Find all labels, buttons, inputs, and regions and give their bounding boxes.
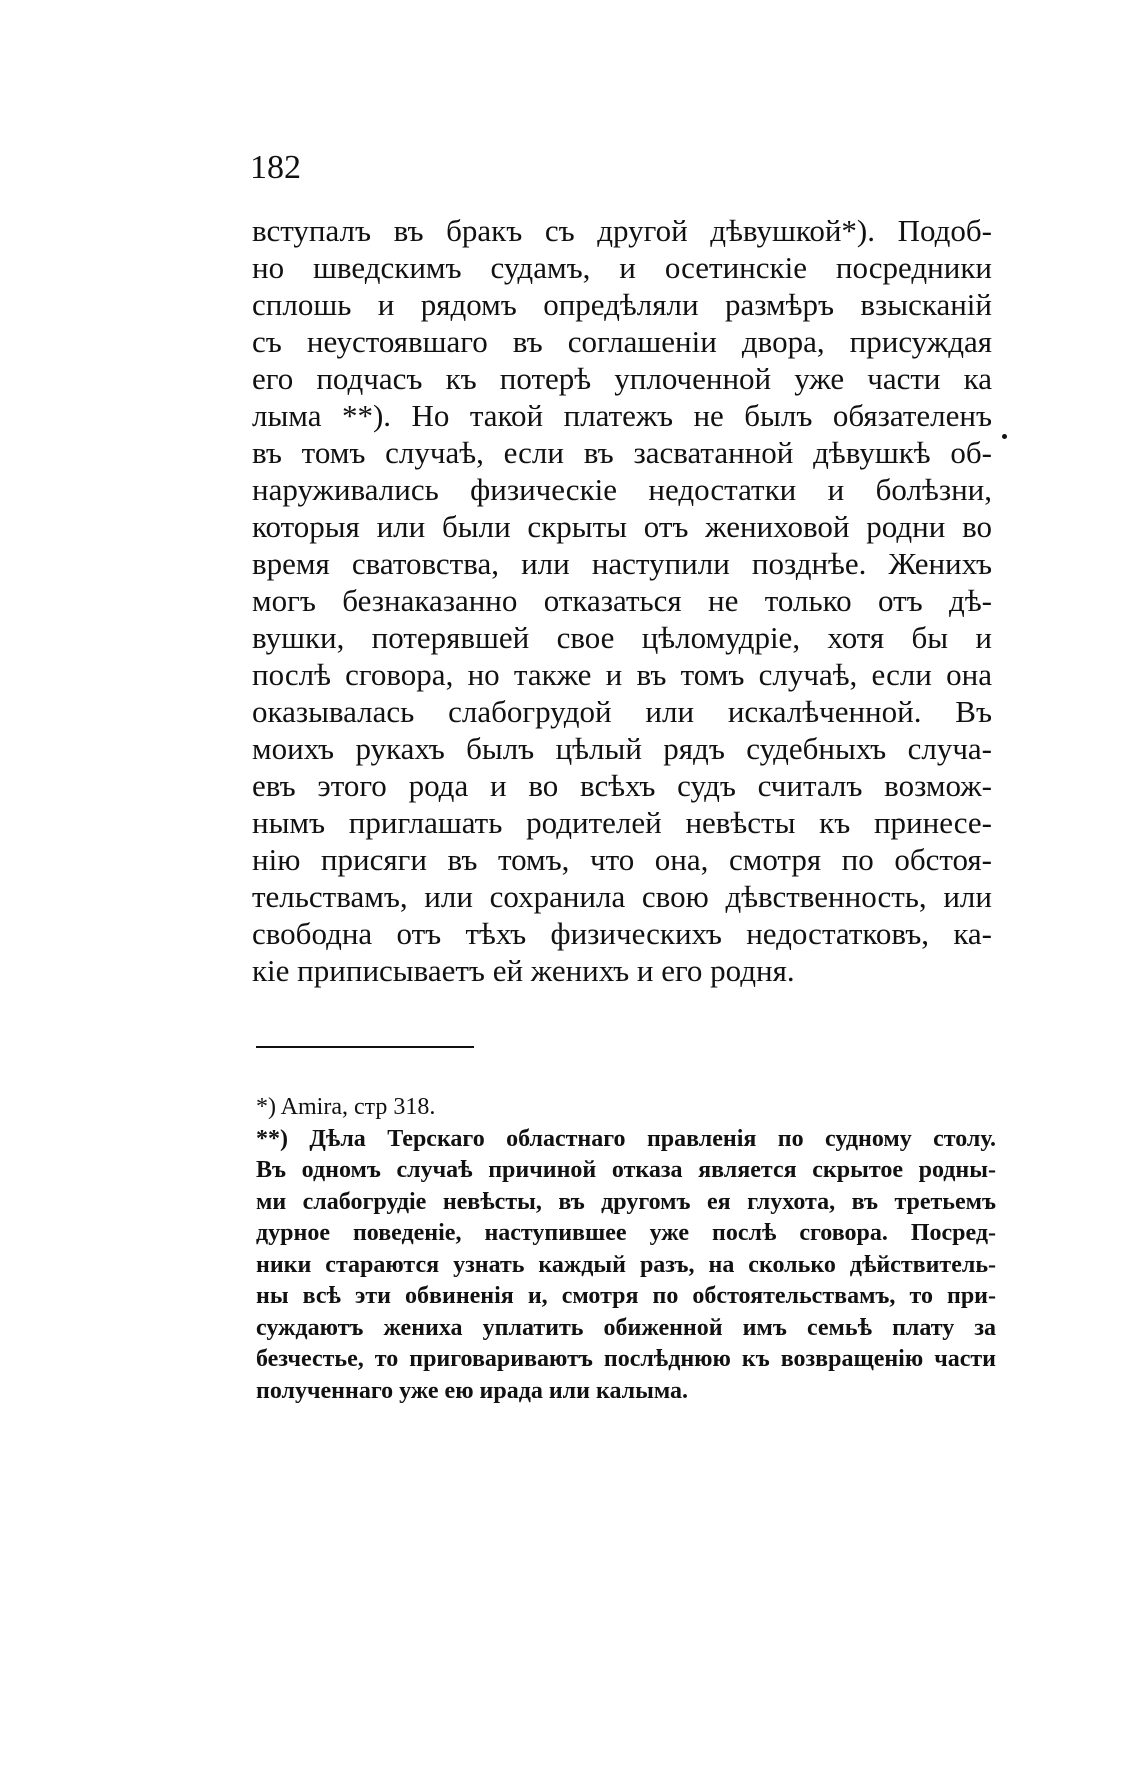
body-line: нію присяги въ томъ, что она, смотря по обстоя- [252,842,992,877]
body-line: нымъ приглашать родителей невѣсты къ принесе- [252,805,992,840]
body-line: которыя или были скрыты отъ жениховой родни во [252,509,992,544]
body-line: кіе приписываетъ ей женихъ и его родня. [252,953,795,988]
footnote-2-line: дурное поведеніе, наступившее уже послѣ сговора. Посред- [256,1220,996,1246]
body-line: его подчасъ къ потерѣ уплоченной уже части ка [252,361,992,396]
footnote-2-line: ны всѣ эти обвиненія и, смотря по обстоятельствамъ, то при- [256,1283,996,1309]
body-line: сплошь и рядомъ опредѣляли размѣръ взысканій [252,287,992,322]
body-line: тельствамъ, или сохранила свою дѣвственность, или [252,879,992,914]
main-paragraph [252,212,992,989]
body-line: но шведскимъ судамъ, и осетинскіе посредники [252,250,992,285]
footnote-1: *) Amira, стр 318. [256,1094,436,1120]
body-line: съ неустоявшаго въ соглашеніи двора, присуждая [252,324,992,359]
body-line: могъ безнаказанно отказаться не только отъ дѣ- [252,583,992,618]
footnote-2-line: суждаютъ жениха уплатить обиженной имъ семьѣ плату за [256,1314,996,1341]
footnote-divider [256,1046,474,1048]
body-line: вушки, потерявшей свое цѣломудріе, хотя бы и [252,620,992,655]
body-line: лыма **). Но такой платежъ не былъ обязателенъ [252,398,992,433]
footnotes [256,1092,996,1407]
body-line: вступалъ въ бракъ съ другой дѣвушкой*). Подоб- [252,213,992,248]
page-number: 182 [250,149,301,186]
body-line: евъ этого рода и во всѣхъ судъ считалъ возмож- [252,768,992,803]
footnote-2-line: ники стараются узнать каждый разъ, на сколько дѣйствитель- [256,1251,996,1278]
body-line: оказывалась слабогрудой или искалѣченной. Въ [252,694,992,729]
body-line: свободна отъ тѣхъ физическихъ недостатковъ, ка- [252,916,992,951]
footnote-2-line: Въ одномъ случаѣ причиной отказа является скрытое родны- [256,1157,996,1183]
margin-dot [1002,434,1007,439]
footnote-2-line: полученнаго уже ею ирада или калыма. [256,1377,689,1404]
footnote-2-line: **) Дѣла Терскаго областнаго правленія по судному столу. [256,1125,996,1152]
footnote-2-line: ми слабогрудіе невѣсты, въ другомъ ея глухота, въ третьемъ [256,1188,996,1215]
body-line: послѣ сговора, но также и въ томъ случаѣ, если она [252,657,992,692]
footnote-2-line: безчестье, то приговариваютъ послѣднюю къ возвращенію части [256,1346,996,1372]
body-line: наруживались физическіе недостатки и болѣзни, [252,472,992,507]
body-line: въ томъ случаѣ, если въ засватанной дѣвушкѣ об- [252,435,992,470]
body-line: время сватовства, или наступили позднѣе. Женихъ [252,546,992,581]
body-line: моихъ рукахъ былъ цѣлый рядъ судебныхъ случа- [252,731,992,766]
